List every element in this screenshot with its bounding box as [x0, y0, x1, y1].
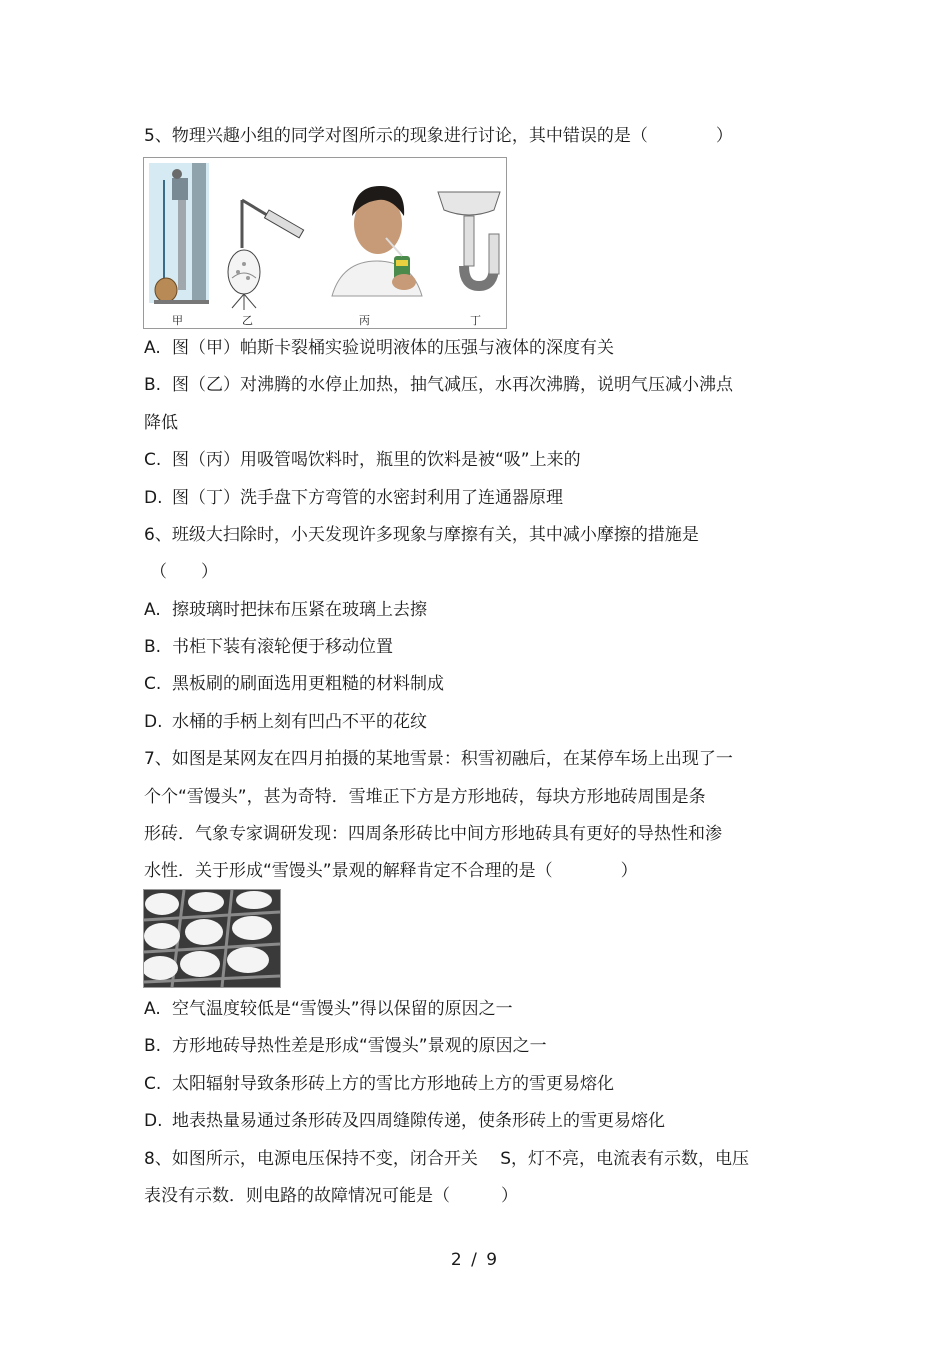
option-letter: A. — [144, 600, 161, 620]
page-number: 2 / 9 — [450, 1250, 500, 1270]
option-text: 水桶的手柄上刻有凹凸不平的花纹 — [172, 712, 427, 732]
question-7-figure — [143, 889, 281, 988]
question-5-option-a — [144, 337, 614, 359]
figure-caption-2: 乙 — [242, 314, 253, 327]
question-5-option-c — [144, 449, 581, 471]
option-letter: C. — [144, 674, 162, 694]
question-7-stem-line-2: 个个“雪馒头”，甚为奇特．雪堆正下方是方形地砖，每块方形地砖周围是条 — [144, 787, 706, 807]
pascal-barrel-icon — [149, 163, 209, 304]
question-7-option-b — [144, 1035, 547, 1057]
option-letter: B. — [144, 637, 162, 657]
figure-caption-3: 丙 — [359, 314, 370, 327]
question-6-option-a — [144, 599, 427, 621]
question-7-stem-line-3: 形砖．气象专家调研发现：四周条形砖比中间方形地砖具有更好的导热性和渗 — [144, 824, 722, 844]
option-letter: B. — [144, 1036, 162, 1056]
question-6-option-d — [144, 711, 427, 733]
question-7-option-d — [144, 1110, 665, 1132]
option-text: 空气温度较低是“雪馒头”得以保留的原因之一 — [172, 999, 513, 1019]
snow-mounds-photo-icon — [144, 890, 280, 987]
sink-trap-icon — [438, 192, 500, 286]
option-text: 方形地砖导热性差是形成“雪馒头”景观的原因之一 — [172, 1036, 547, 1056]
question-6-stem-continued: （ ） — [150, 562, 218, 582]
figure-caption-4: 丁 — [470, 314, 481, 327]
option-text: 地表热量易通过条形砖及四周缝隙传递，使条形砖上的雪更易熔化 — [172, 1111, 665, 1131]
figure-caption-1: 甲 — [172, 314, 183, 327]
option-text: 图（丁）洗手盘下方弯管的水密封利用了连通器原理 — [172, 488, 563, 508]
question-6-stem: 6、班级大扫除时，小天发现许多现象与摩擦有关，其中减小摩擦的措施是 — [144, 525, 699, 545]
question-7-option-c — [144, 1073, 614, 1095]
option-text: 书柜下装有滚轮便于移动位置 — [172, 637, 393, 657]
question-6-option-c — [144, 673, 444, 695]
option-letter: B. — [144, 375, 162, 395]
option-letter: C. — [144, 450, 162, 470]
question-6-option-b — [144, 636, 393, 658]
question-7-option-a — [144, 998, 513, 1020]
option-text: 图（丙）用吸管喝饮料时，瓶里的饮料是被“吸”上来的 — [172, 450, 581, 470]
option-letter: C. — [144, 1074, 162, 1094]
option-letter: D. — [144, 488, 163, 508]
question-8-stem-line-1: 8、如图所示，电源电压保持不变，闭合开关 S，灯不亮，电流表有示数，电压 — [144, 1149, 750, 1169]
option-letter: D. — [144, 712, 163, 732]
question-7-stem-line-4: 水性．关于形成“雪馒头”景观的解释肯定不合理的是（ ） — [144, 861, 638, 881]
question-5-figure — [143, 157, 507, 329]
option-text: 图（甲）帕斯卡裂桶实验说明液体的压强与液体的深度有关 — [172, 338, 614, 358]
option-letter: A. — [144, 338, 161, 358]
option-text: 图（乙）对沸腾的水停止加热，抽气减压，水再次沸腾，说明气压减小沸点 — [172, 375, 733, 395]
option-text: 黑板刷的刷面选用更粗糙的材料制成 — [172, 674, 444, 694]
question-5-option-b-continued: 降低 — [144, 413, 178, 433]
boy-drinking-icon — [332, 186, 422, 296]
option-letter: A. — [144, 999, 161, 1019]
question-7-stem-line-1: 7、如图是某网友在四月拍摄的某地雪景：积雪初融后，在某停车场上出现了一 — [144, 749, 733, 769]
option-text: 擦玻璃时把抹布压紧在玻璃上去擦 — [172, 600, 427, 620]
boiling-flask-icon — [228, 200, 304, 310]
option-letter: D. — [144, 1111, 163, 1131]
question-5-option-d — [144, 487, 563, 509]
option-text: 太阳辐射导致条形砖上方的雪比方形地砖上方的雪更易熔化 — [172, 1074, 614, 1094]
question-5-stem: 5、物理兴趣小组的同学对图所示的现象进行讨论，其中错误的是（ ） — [144, 126, 733, 146]
question-5-option-b — [144, 374, 733, 396]
question-8-stem-line-2: 表没有示数．则电路的故障情况可能是（ ） — [144, 1186, 518, 1206]
